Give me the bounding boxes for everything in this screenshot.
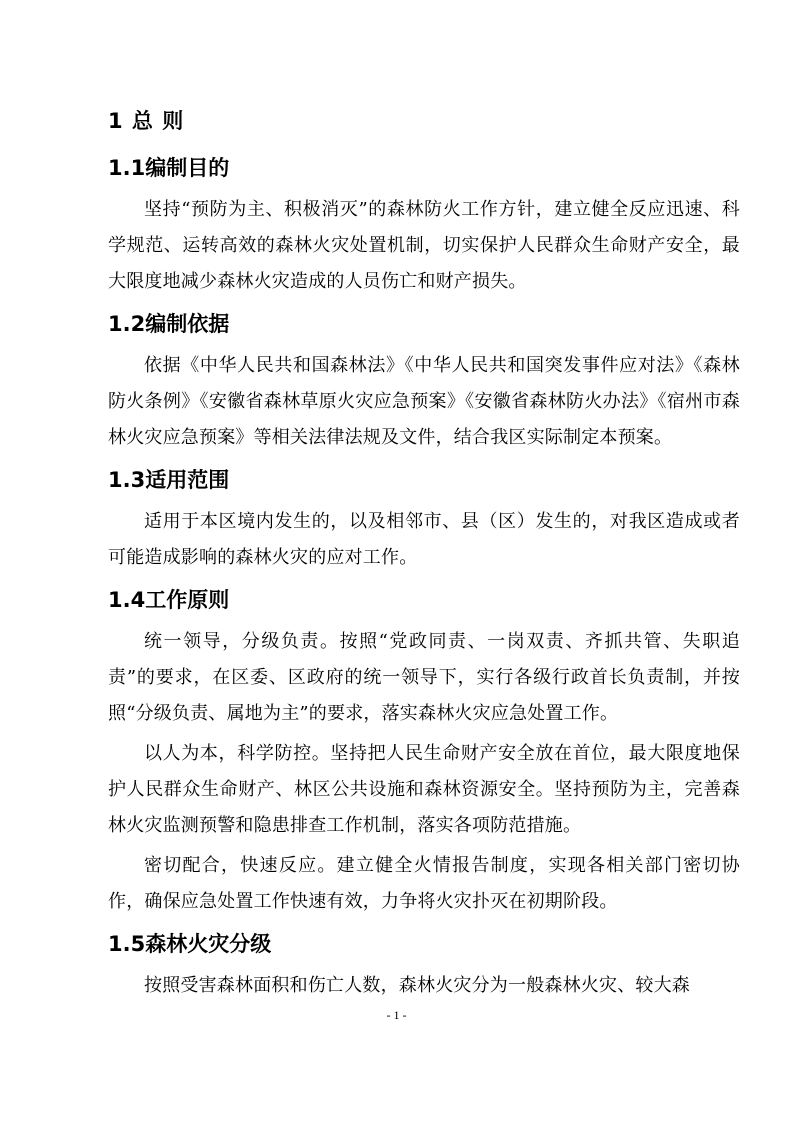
section-principles [108, 580, 740, 920]
section-basis [108, 304, 740, 456]
section-paragraph: 坚持“预防为主、积极消灭”的森林防火工作方针，建立健全反应迅速、科学规范、运转高效的森林火灾处置机制，切实保护人民群众生命财产安全，最大限度地减少森林火灾造成的人员伤亡和财产损失。 [108, 199, 740, 292]
section-paragraph: 适用于本区境内发生的，以及相邻市、县（区）发生的，对我区造成或者可能造成影响的森林火灾的应对工作。 [108, 511, 740, 568]
page-number: - 1 - [386, 1008, 407, 1022]
section-fire-classification [108, 924, 740, 1004]
section-paragraph: 以人为本，科学防控。坚持把人民生命财产安全放在首位，最大限度地保护人民群众生命财产、林区公共设施和森林资源安全。坚持预防为主，完善森林火灾监测预警和隐患排查工作机制，落实各项防范措施。 [108, 743, 740, 836]
section-paragraph: 依据《中华人民共和国森林法》《中华人民共和国突发事件应对法》《森林防火条例》《安徽省森林草原火灾应急预案》《安徽省森林防火办法》《宿州市森林火灾应急预案》等相关法律法规及文件，结合我区实际制定本预案。 [108, 355, 740, 448]
section-heading: 1.3适用范围 [108, 468, 230, 492]
section-heading: 1.1编制目的 [108, 156, 230, 180]
section-paragraph: 密切配合，快速反应。建立健全火情报告制度，实现各相关部门密切协作，确保应急处置工作快速有效，力争将火灾扑灭在初期阶段。 [108, 855, 740, 912]
chapter-title: 1 总 则 [108, 109, 185, 133]
section-paragraph: 统一领导，分级负责。按照“党政同责、一岗双责、齐抓共管、失职追责”的要求，在区委、区政府的统一领导下，实行各级行政首长负责制，并按照“分级负责、属地为主”的要求，落实森林火灾应急处置工作。 [108, 631, 740, 724]
document-body [108, 104, 740, 1008]
section-purpose [108, 148, 740, 300]
section-scope [108, 460, 740, 576]
section-heading: 1.2编制依据 [108, 312, 230, 336]
section-heading: 1.5森林火灾分级 [108, 932, 272, 956]
section-paragraph: 按照受害森林面积和伤亡人数，森林火灾分为一般森林火灾、较大森 [144, 975, 690, 996]
section-heading: 1.4工作原则 [108, 588, 230, 612]
